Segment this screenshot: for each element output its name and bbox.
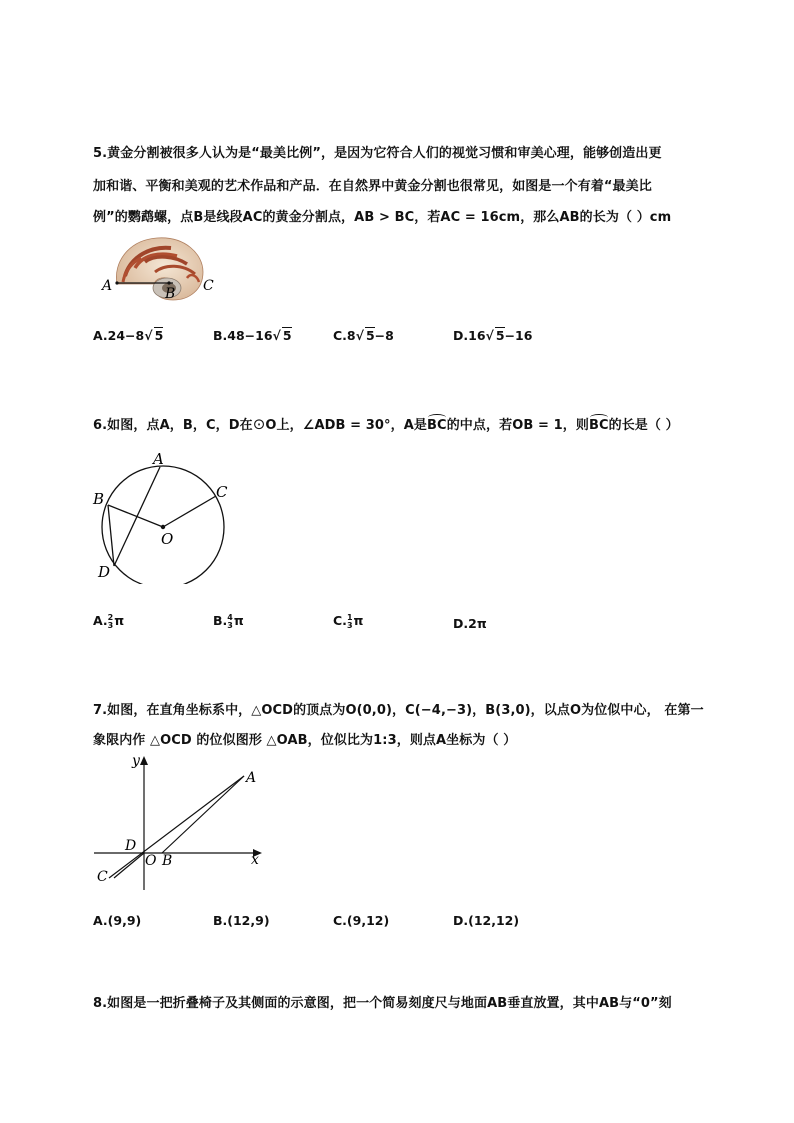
q7-option-d[interactable]: D.(12,12)	[453, 913, 520, 928]
q5-option-a[interactable]: A.24−8√ 5	[93, 328, 164, 343]
option-text: π	[114, 613, 125, 628]
q6-text-part: O上，∠ADB = 30°，A是	[265, 418, 428, 433]
option-text: A.24−8	[93, 328, 145, 343]
option-text: −16	[504, 328, 533, 343]
q6-text-part: 的长是（ ）	[608, 418, 679, 433]
fraction	[108, 614, 114, 630]
q7-text-line1: 7.如图，在直角坐标系中，△OCD的顶点为O(0,0)，C(−4,−3)，B(3,0)，以点O为位似中心， 在第一	[93, 703, 704, 718]
point-a	[115, 281, 118, 284]
q7-option-a[interactable]: A.(9,9)	[93, 913, 142, 928]
fraction	[227, 614, 233, 630]
option-text: π	[233, 613, 244, 628]
label-c: C	[216, 483, 228, 501]
q6-option-a[interactable]	[93, 613, 124, 630]
radicand: 5	[154, 328, 164, 343]
q5-nautilus-figure	[95, 232, 235, 304]
option-text: −8	[374, 328, 394, 343]
label-b: B	[93, 490, 105, 508]
option-text: B.48−16	[213, 328, 273, 343]
option-text: A.	[93, 613, 108, 628]
denominator: 3	[227, 620, 233, 630]
chord-bd	[108, 505, 114, 566]
segment-ab	[162, 776, 244, 853]
radicand: 5	[495, 328, 505, 343]
fraction	[347, 614, 353, 630]
q8-text-line1: 8.如图是一把折叠椅子及其侧面的示意图，把一个简易刻度尺与地面AB垂直放置，其中AB与“0”刻	[93, 996, 672, 1011]
point-o	[161, 525, 165, 529]
q7-coordinate-figure	[92, 754, 268, 892]
q7-option-c[interactable]: C.(9,12)	[333, 913, 390, 928]
circle-symbol-icon: ⊙	[252, 415, 266, 433]
q5-text-line3: 例”的鹦鹉螺，点B是线段AC的黄金分割点，AB > BC，若AC = 16cm，那么AB的长为（ ）cm	[93, 210, 672, 225]
numerator: 1	[346, 612, 353, 622]
denominator: 3	[107, 620, 114, 630]
label-o: O	[145, 853, 157, 869]
y-axis-arrow-icon	[140, 756, 148, 765]
q7-option-b[interactable]: B.(12,9)	[213, 913, 270, 928]
q5-option-d[interactable]: D.16√ 5−16	[453, 328, 533, 343]
radicand: 5	[365, 328, 375, 343]
segment-cd	[114, 853, 144, 878]
label-d: D	[125, 838, 137, 854]
radius-oc	[163, 496, 216, 527]
option-text: B.	[213, 613, 228, 628]
label-x: x	[251, 852, 259, 868]
label-a: A	[153, 450, 164, 468]
option-text: C.	[333, 613, 347, 628]
q6-circle-figure	[90, 448, 240, 584]
line-ca	[109, 776, 244, 878]
label-a: A	[102, 278, 113, 294]
label-c: C	[203, 278, 214, 294]
q5-option-b[interactable]: B.48−16√ 5	[213, 328, 292, 343]
label-b: B	[162, 853, 173, 869]
q6-text-part: 6.如图，点A，B，C，D在	[93, 418, 253, 433]
denominator: 3	[346, 620, 353, 630]
q5-option-c[interactable]: C.8√ 5−8	[333, 328, 394, 343]
numerator: 4	[227, 612, 233, 622]
q5-text-line1: 5.黄金分割被很多人认为是“最美比例”，是因为它符合人们的视觉习惯和审美心理，能够创造出更	[93, 146, 662, 161]
label-c: C	[97, 869, 108, 885]
q6-text-part: 的中点，若OB = 1，则	[446, 418, 589, 433]
q6-option-d[interactable]: D.2π	[453, 616, 487, 631]
option-text: π	[353, 613, 364, 628]
nautilus-shell-image	[116, 238, 203, 300]
arc-bc-2: BC	[588, 418, 609, 433]
q6-option-b[interactable]	[213, 613, 244, 630]
option-text: C.8	[333, 328, 356, 343]
label-b: B	[165, 286, 176, 302]
q5-text-line2: 加和谐、平衡和美观的艺术作品和产品．在自然界中黄金分割也很常见，如图是一个有着“最美比	[93, 179, 652, 194]
numerator: 2	[107, 612, 114, 622]
q6-option-c[interactable]	[333, 613, 363, 630]
option-text: D.16	[453, 328, 486, 343]
label-y: y	[132, 754, 140, 769]
arc-bc-1: BC	[427, 418, 447, 433]
q6-text	[93, 414, 679, 433]
q7-text-line2: 象限内作 △OCD 的位似图形 △OAB，位似比为1:3，则点A坐标为（ ）	[93, 733, 517, 748]
label-d: D	[98, 563, 111, 581]
point-b	[167, 281, 170, 284]
radicand: 5	[282, 328, 292, 343]
label-a: A	[246, 770, 257, 786]
label-o: O	[161, 530, 174, 548]
radius-ob	[108, 505, 163, 527]
